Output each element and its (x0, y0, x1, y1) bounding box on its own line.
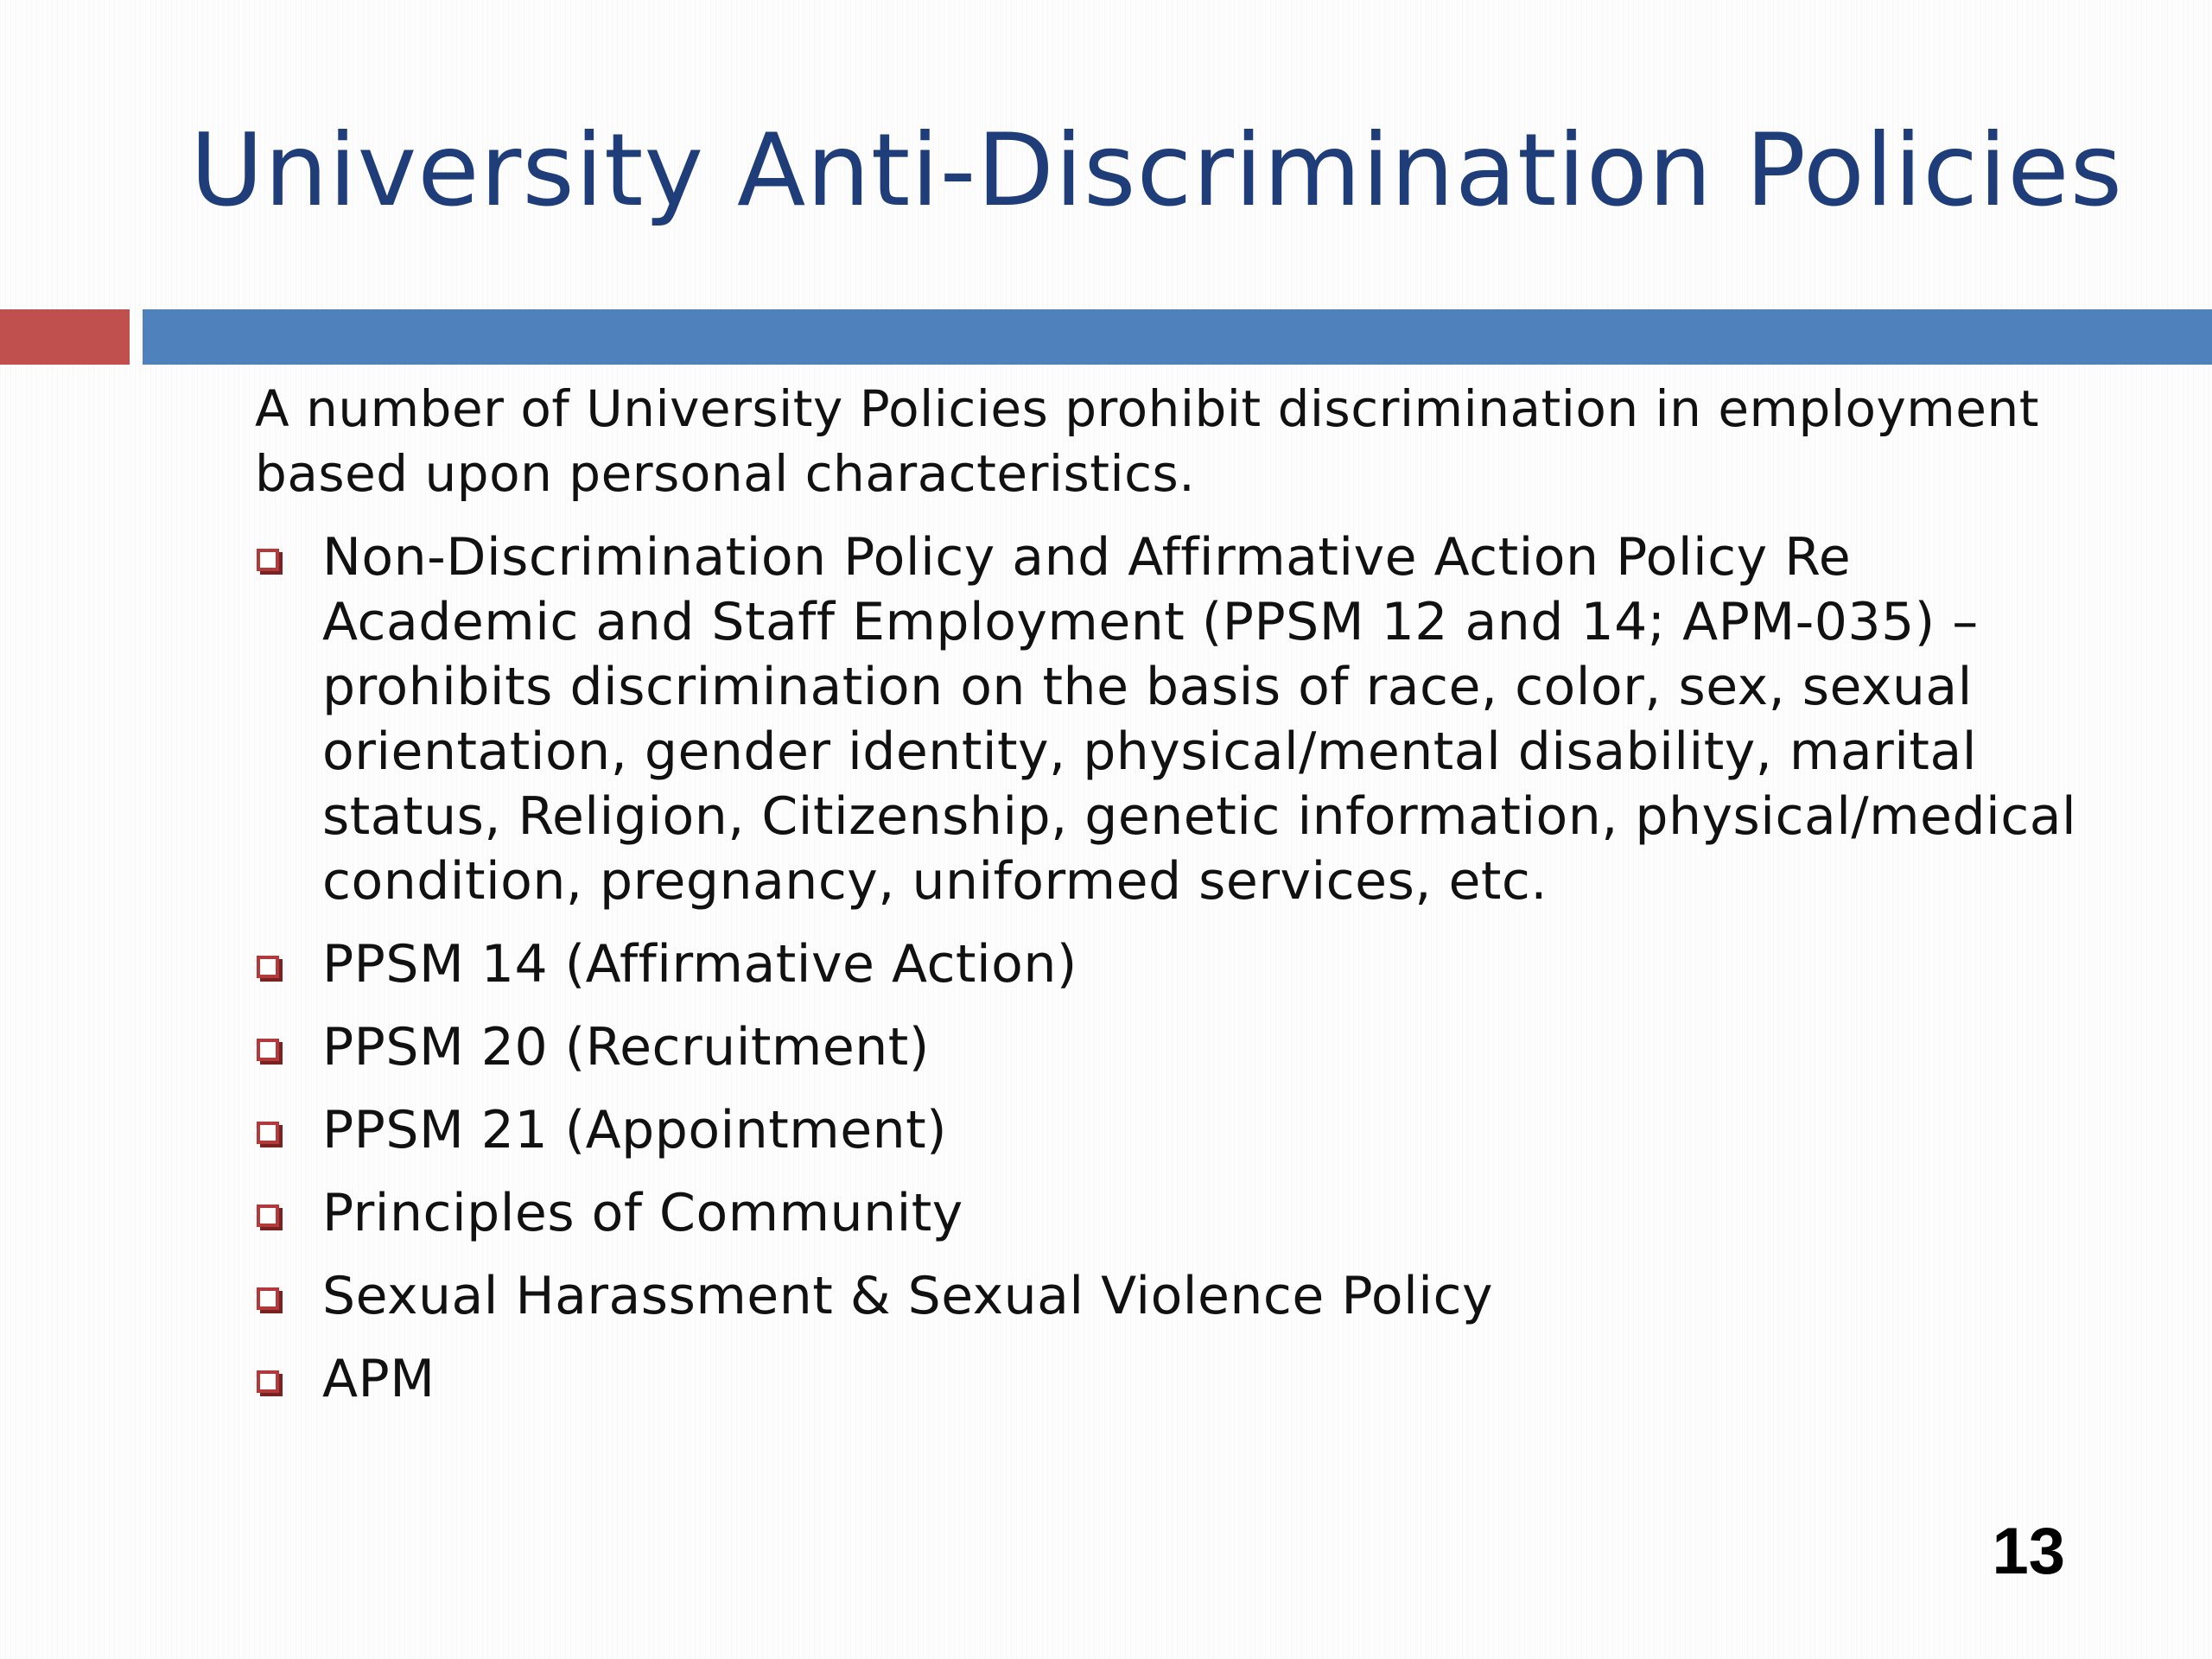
list-item-text: Sexual Harassment & Sexual Violence Policy (322, 1266, 1493, 1326)
list-item-text: APM (322, 1349, 435, 1409)
list-item-text: PPSM 21 (Appointment) (322, 1100, 948, 1160)
list-item (255, 1181, 2104, 1246)
checkbox-square-icon (257, 1205, 279, 1227)
checkbox-square-icon (257, 549, 279, 571)
list-item (255, 1264, 2104, 1329)
page-number: 13 (1992, 1515, 2065, 1588)
slide-content (255, 377, 2104, 1430)
bullet-list (255, 525, 2104, 1412)
checkbox-square-icon (257, 1039, 279, 1061)
intro-text: A number of University Policies prohibit discrimination in employment based upon personal characteristics. (255, 379, 2039, 503)
list-item-text: Principles of Community (322, 1183, 963, 1243)
accent-bar-blue (143, 309, 2212, 365)
checkbox-square-icon (257, 1122, 279, 1144)
list-item-text: Non-Discrimination Policy and Affirmative Action Policy Re Academic and Staff Employment (PPSM 12 and 14; APM-035) – prohibits discrimination on the basis of race, color, sex, sexual orientation, gender identity, physical/mental disability, marital status, Religion, Citizenship, genetic information, physical/medical condition, pregnancy, uniformed services, etc. (322, 527, 2077, 912)
list-item (255, 1015, 2104, 1080)
list-item (255, 932, 2104, 997)
list-item (255, 1098, 2104, 1163)
list-item-text: PPSM 14 (Affirmative Action) (322, 934, 1077, 995)
list-item (255, 1347, 2104, 1412)
checkbox-square-icon (257, 956, 279, 978)
checkbox-square-icon (257, 1287, 279, 1310)
list-item (255, 525, 2104, 914)
list-item-text: PPSM 20 (Recruitment) (322, 1017, 930, 1077)
checkbox-square-icon (257, 1370, 279, 1393)
accent-bar-red (0, 309, 130, 365)
slide-title: University Anti-Discrimination Policies (190, 112, 2124, 229)
